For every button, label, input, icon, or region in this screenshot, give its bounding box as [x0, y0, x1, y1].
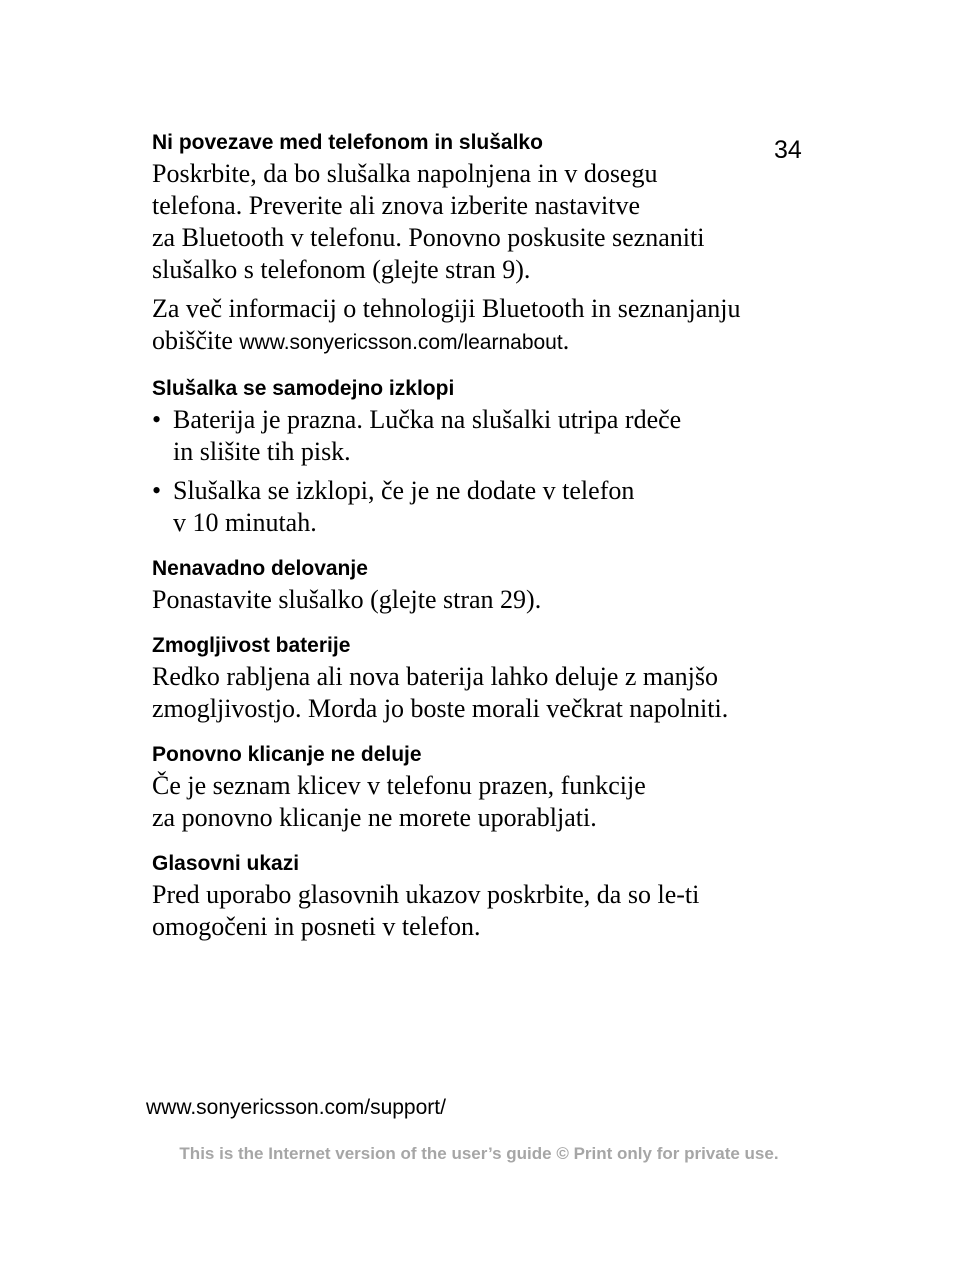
support-link[interactable]: www.sonyericsson.com/support/ — [146, 1096, 446, 1119]
document-content — [152, 128, 842, 943]
section-heading: Nenavadno delovanje — [152, 557, 368, 580]
section-paragraph: Redko rabljena ali nova baterija lahko deluje z manjšo zmogljivostjo. Morda jo boste morali večkrat napolniti. — [152, 662, 729, 723]
learnabout-link[interactable]: www.sonyericsson.com/learnabout — [239, 331, 563, 354]
bullet-icon: • — [152, 405, 162, 434]
list-item — [152, 475, 842, 539]
bullet-text: Slušalka se izklopi, če je ne dodate v telefon v 10 minutah. — [173, 476, 635, 537]
paragraph-text: Za več informacij o tehnologiji Bluetooth in seznanjanju obiščite — [152, 294, 741, 355]
section-heading: Ni povezave med telefonom in slušalko — [152, 131, 543, 154]
section-heading: Ponovno klicanje ne deluje — [152, 743, 422, 766]
bluetooth-info-paragraph — [152, 293, 842, 359]
section-heading: Zmogljivost baterije — [152, 634, 351, 657]
section-redial — [152, 740, 842, 834]
section-paragraph: Pred uporabo glasovnih ukazov poskrbite, da so le-ti omogočeni in posneti v telefon. — [152, 880, 700, 941]
section-battery-capacity — [152, 631, 842, 725]
section-voice-commands — [152, 849, 842, 943]
section-paragraph: Ponastavite slušalko (glejte stran 29). — [152, 585, 542, 614]
bullet-text: Baterija je prazna. Lučka na slušalki utripa rdeče in slišite tih pisk. — [173, 405, 682, 466]
section-heading: Slušalka se samodejno izklopi — [152, 377, 455, 400]
bullet-list — [152, 404, 842, 539]
section-paragraph: Poskrbite, da bo slušalka napolnjena in v dosegu telefona. Preverite ali znova izberite nastavitve za Bluetooth v telefonu. Ponovno poskusite seznaniti slušalko s telefonom (glejte stran 9). — [152, 159, 705, 284]
section-heading: Glasovni ukazi — [152, 852, 300, 875]
list-item — [152, 404, 842, 468]
paragraph-end: . — [562, 326, 570, 355]
section-paragraph: Če je seznam klicev v telefonu prazen, funkcije za ponovno klicanje ne morete uporabljati. — [152, 771, 646, 832]
section-no-connection — [152, 128, 842, 359]
section-auto-off — [152, 374, 842, 539]
page-number: 34 — [774, 136, 802, 164]
bullet-icon: • — [152, 476, 162, 505]
section-unusual-operation — [152, 554, 842, 616]
footer-note: This is the Internet version of the user’s guide © Print only for private use. — [179, 1144, 779, 1163]
